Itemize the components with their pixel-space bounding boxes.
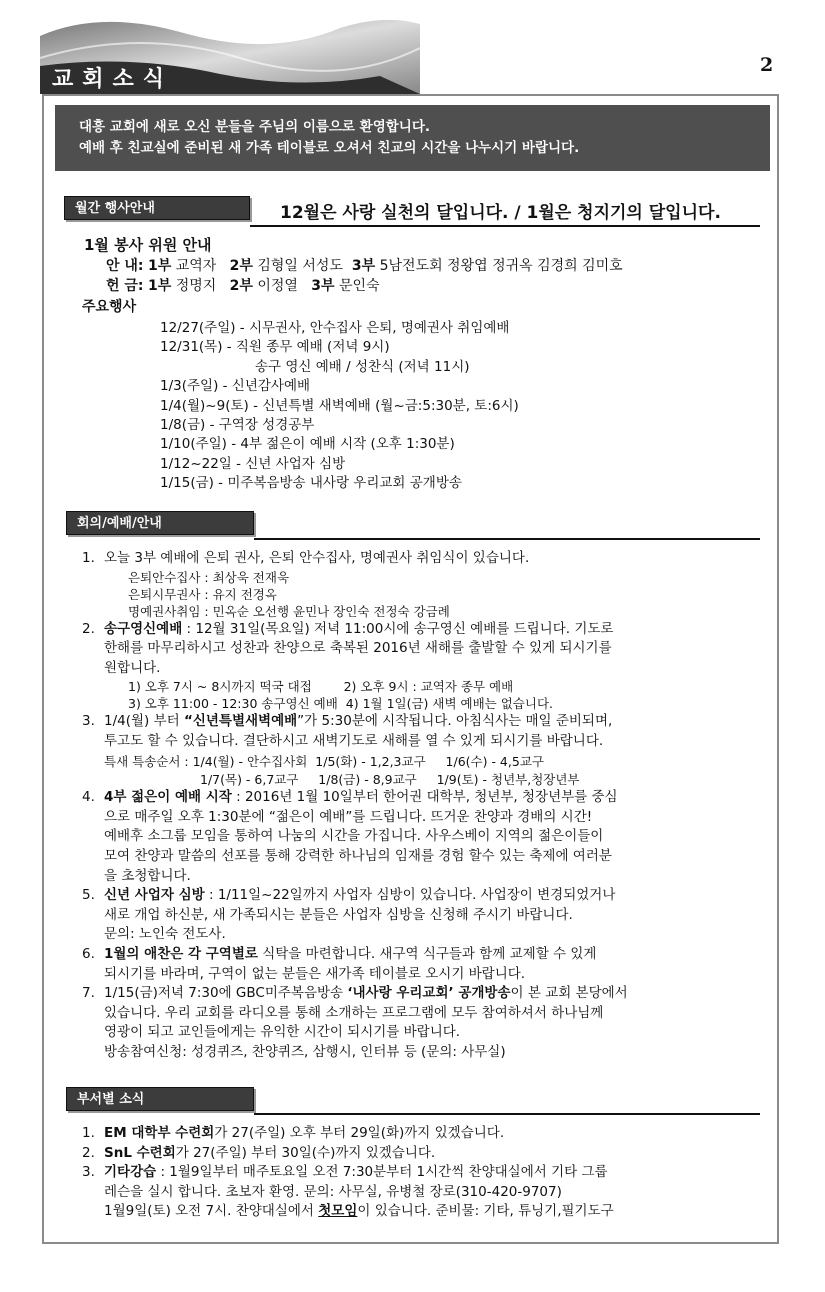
offering-row: 헌 금: 1부 정명지 2부 이정열 3부 문인숙 [106,278,380,294]
list-item: 1. EM 대학부 수련회가 27(주일) 오후 부터 29일(화)까지 있겠습니다. [82,1125,505,1141]
welcome-banner [55,105,770,171]
event-item: 12/27(주일) - 시무권사, 안수집사 은퇴, 명예권사 취임예배 [160,320,510,336]
list-item: 6. 1월의 애찬은 각 구역별로 식탁을 마련합니다. 새구역 식구들과 함께 교제할 수 있게 되시기를 바라며, 구역이 없는 분들은 새가족 테이블로 오시기 바랍니다. [82,945,597,982]
monthly-divider [250,225,760,227]
page-number: 2 [760,54,774,76]
event-item: 1/3(주일) - 신년감사예배 [160,378,311,394]
usher-row: 안 내: 1부 교역자 2부 김형일 서성도 3부 5남전도회 정왕엽 정귀옥 김경희 김미호 [106,258,623,274]
event-item: 1/10(주일) - 4부 젊은이 예배 시작 (오후 1:30분) [160,436,455,452]
list-item: 2. SnL 수련회가 27(주일) 부터 30일(수)까지 있겠습니다. [82,1144,436,1161]
section-title: 교회소식 [52,67,174,92]
list-item: 2. 송구영신예배 : 12월 31일(목요일) 저녁 11:00시에 송구영신 예배를 드립니다. 기도로 한해를 마무리하시고 성찬과 찬양으로 축복된 2016년 새해를 출발할 수 있게 되시기를 원합니다. 1) 오후 7시 ~ 8시까지 떡국 대접 2) 오후 9시 : 교역자 종무 예배 3) 오후 11:00 - 12:30 송구영신 예배 4) 1월 1일(금) 새벽 예배는 없습니다. [82,620,614,712]
meeting-list [82,549,762,1062]
dept-divider [254,1113,760,1115]
event-item: 1/12~22일 - 신년 사업자 심방 [160,456,346,472]
event-item: 1/8(금) - 구역장 성경공부 [160,417,315,433]
volunteer-title: 1월 봉사 위원 안내 [84,236,212,254]
meeting-section-label: 회의/예배/안내 [66,511,254,535]
list-item: 3. 1/4(월) 부터 “신년특별새벽예배”가 5:30분에 시작됩니다. 아침식사는 매일 준비되며, 투고도 할 수 있습니다. 결단하시고 새벽기도로 새해를 열 수 있게 되시기를 바랍니다. 특새 특송순서 : 1/4(월) - 안수집사회 1/5(화) - 1,2,3교구 1/6(수) - 4,5교구 1/7(목) - 6,7교구 1/8(금) - 8,9교구 1/9(토) - 청년부,청장년부 [82,713,613,788]
event-item: 12/31(목) - 직원 종무 예배 (저녁 9시) [160,339,390,355]
dept-section-label: 부서별 소식 [66,1087,254,1111]
event-item: 1/4(월)~9(토) - 신년특별 새벽예배 (월~금:5:30분, 토:6시) [160,398,519,414]
event-item: 송구 영신 예배 / 성찬식 (저녁 11시) [255,359,470,375]
list-item: 7. 1/15(금)저녁 7:30에 GBC미주복음방송 ‘내사랑 우리교회’ 공개방송이 본 교회 본당에서 있습니다. 우리 교회를 라디오를 통해 소개하는 프로그램에 모두 참여하셔서 하나님께 영광이 되고 교인들에게는 유익한 시간이 되시기를 바랍니다. 방송참여신청: 성경퀴즈, 찬양퀴즈, 삼행시, 인터뷰 등 (문의: 사무실) [82,985,628,1060]
welcome-line-2: 예배 후 친교실에 준비된 새 가족 테이블로 오셔서 친교의 시간을 나누시기 바랍니다. [79,140,580,156]
monthly-message: 12월은 사랑 실천의 달입니다. / 1월은 청지기의 달입니다. [280,203,721,223]
list-item: 3. 기타강습 : 1월9일부터 매주토요일 오전 7:30분부터 1시간씩 찬양대실에서 기타 그룹 레슨을 실시 합니다. 초보자 환영. 문의: 사무실, 유병철 장로(310-420-9707) 1월9일(토) 오전 7시. 찬양대실에서 첫모임이 있습니다. 준비물: 기타, 튜닝기,필기도구 [82,1164,614,1220]
list-item: 5. 신년 사업자 심방 : 1/11일~22일까지 사업자 심방이 있습니다. 사업장이 변경되었거나 새로 개업 하신분, 새 가족되시는 분들은 사업자 심방을 신청해 주시기 바랍니다. 문의: 노인숙 전도사. [82,887,616,943]
event-item: 1/15(금) - 미주복음방송 내사랑 우리교회 공개방송 [160,475,462,491]
welcome-line-1: 대흥 교회에 새로 오신 분들을 주님의 이름으로 환영합니다. [79,119,431,135]
dept-list [82,1124,762,1222]
monthly-section-label: 월간 행사안내 [64,196,250,220]
meeting-divider [254,538,760,540]
list-item: 1. 오늘 3부 예배에 은퇴 권사, 은퇴 안수집사, 명예권사 취임식이 있습니다. 은퇴안수집사 : 최상욱 전재욱 은퇴시무권사 : 유지 전경옥 명예권사취임 : 민옥순 오선행 윤민나 장인숙 전정숙 강금례 [82,550,530,619]
list-item: 4. 4부 젊은이 예배 시작 : 2016년 1월 10일부터 한어권 대학부, 청년부, 청장년부를 중심 으로 매주일 오후 1:30분에 “젊은이 예배”를 드립니다. 뜨거운 찬양과 경배의 시간! 예배후 소그룹 모임을 통하여 나눔의 시간을 가집니다. 사우스베이 지역의 젊은이들이 모여 찬양과 말씀의 선포를 통해 강력한 하나님의 임재를 경험 할수 있는 축제에 여러분 을 초청합니다. [82,789,618,884]
events-title: 주요행사 [82,299,137,315]
